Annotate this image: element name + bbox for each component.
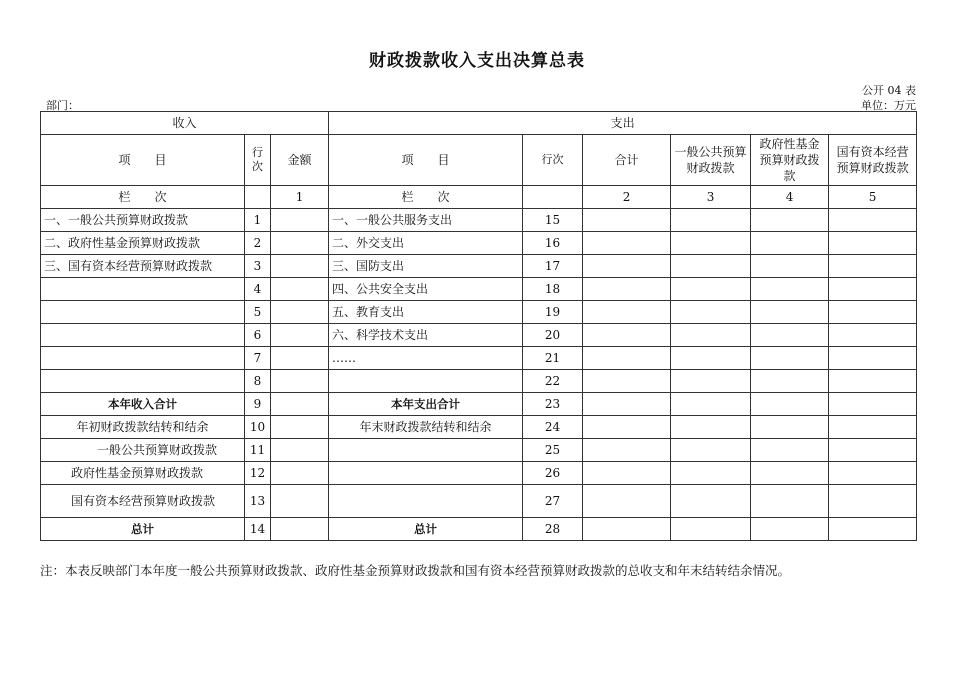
income-item: 一般公共预算财政拨款 bbox=[41, 439, 245, 462]
fund-budget-header: 政府性基金预算财政拨款 bbox=[751, 135, 829, 186]
expense-fund bbox=[751, 209, 829, 232]
income-amount bbox=[271, 518, 329, 541]
expense-fund bbox=[751, 232, 829, 255]
income-amount bbox=[271, 393, 329, 416]
income-item: 一、一般公共预算财政拨款 bbox=[41, 209, 245, 232]
income-line-no: 4 bbox=[245, 278, 271, 301]
income-item: 二、政府性基金预算财政拨款 bbox=[41, 232, 245, 255]
expense-general bbox=[671, 393, 751, 416]
expense-state-capital bbox=[829, 255, 917, 278]
income-item: 政府性基金预算财政拨款 bbox=[41, 462, 245, 485]
expense-fund bbox=[751, 347, 829, 370]
expense-item: 五、教育支出 bbox=[329, 301, 523, 324]
expense-total bbox=[583, 232, 671, 255]
expense-total-header: 合计 bbox=[583, 135, 671, 186]
lanci-row bbox=[41, 186, 917, 209]
expense-item: 三、国防支出 bbox=[329, 255, 523, 278]
expense-general bbox=[671, 439, 751, 462]
income-line-no: 13 bbox=[245, 485, 271, 518]
table-row bbox=[41, 416, 917, 439]
expense-header: 支出 bbox=[329, 112, 917, 135]
expense-general bbox=[671, 301, 751, 324]
table-row bbox=[41, 518, 917, 541]
expense-total bbox=[583, 393, 671, 416]
income-item: 年初财政拨款结转和结余 bbox=[41, 416, 245, 439]
expense-item: 年末财政拨款结转和结余 bbox=[329, 416, 523, 439]
income-amount bbox=[271, 255, 329, 278]
income-line-no: 12 bbox=[245, 462, 271, 485]
expense-general bbox=[671, 209, 751, 232]
expense-item bbox=[329, 462, 523, 485]
expense-line-no: 17 bbox=[523, 255, 583, 278]
lanci-3: 3 bbox=[671, 186, 751, 209]
expense-line-no: 18 bbox=[523, 278, 583, 301]
lanci-1: 1 bbox=[271, 186, 329, 209]
table-row bbox=[41, 347, 917, 370]
table-row bbox=[41, 485, 917, 518]
expense-fund bbox=[751, 462, 829, 485]
expense-state-capital bbox=[829, 416, 917, 439]
expense-state-capital bbox=[829, 209, 917, 232]
expense-total bbox=[583, 462, 671, 485]
expense-total bbox=[583, 370, 671, 393]
table-row bbox=[41, 393, 917, 416]
expense-state-capital bbox=[829, 278, 917, 301]
expense-line-header: 行次 bbox=[523, 135, 583, 186]
expense-state-capital bbox=[829, 393, 917, 416]
state-capital-header: 国有资本经营预算财政拨款 bbox=[829, 135, 917, 186]
expense-item: …… bbox=[329, 347, 523, 370]
expense-lanci: 栏 次 bbox=[329, 186, 523, 209]
expense-state-capital bbox=[829, 324, 917, 347]
expense-general bbox=[671, 255, 751, 278]
income-amount bbox=[271, 462, 329, 485]
expense-state-capital bbox=[829, 347, 917, 370]
expense-total bbox=[583, 255, 671, 278]
expense-total bbox=[583, 518, 671, 541]
table-row bbox=[41, 278, 917, 301]
expense-line-no: 20 bbox=[523, 324, 583, 347]
income-line-no: 14 bbox=[245, 518, 271, 541]
cell bbox=[523, 186, 583, 209]
budget-summary-table bbox=[40, 111, 917, 541]
table-row bbox=[41, 462, 917, 485]
table-row bbox=[41, 370, 917, 393]
expense-fund bbox=[751, 485, 829, 518]
income-line-header bbox=[245, 135, 271, 186]
expense-general bbox=[671, 462, 751, 485]
income-item bbox=[41, 324, 245, 347]
income-item: 总计 bbox=[41, 518, 245, 541]
expense-line-no: 28 bbox=[523, 518, 583, 541]
income-line-no: 6 bbox=[245, 324, 271, 347]
expense-total bbox=[583, 439, 671, 462]
income-line-header-a: 行 bbox=[252, 146, 263, 159]
expense-line-no: 27 bbox=[523, 485, 583, 518]
expense-fund bbox=[751, 255, 829, 278]
expense-state-capital bbox=[829, 370, 917, 393]
expense-total bbox=[583, 324, 671, 347]
expense-general bbox=[671, 416, 751, 439]
expense-state-capital bbox=[829, 518, 917, 541]
income-amount bbox=[271, 485, 329, 518]
expense-fund bbox=[751, 278, 829, 301]
page-title: 财政拨款收入支出决算总表 bbox=[369, 51, 585, 71]
income-line-no: 9 bbox=[245, 393, 271, 416]
expense-line-no: 16 bbox=[523, 232, 583, 255]
expense-general bbox=[671, 370, 751, 393]
income-item bbox=[41, 370, 245, 393]
expense-item-header: 项 目 bbox=[329, 135, 523, 186]
general-budget-header: 一般公共预算财政拨款 bbox=[671, 135, 751, 186]
income-amount bbox=[271, 370, 329, 393]
expense-item bbox=[329, 485, 523, 518]
income-amount bbox=[271, 416, 329, 439]
expense-general bbox=[671, 347, 751, 370]
expense-fund bbox=[751, 439, 829, 462]
table-row bbox=[41, 301, 917, 324]
income-amount bbox=[271, 347, 329, 370]
income-line-no: 5 bbox=[245, 301, 271, 324]
expense-fund bbox=[751, 324, 829, 347]
expense-item: 总计 bbox=[329, 518, 523, 541]
expense-line-no: 25 bbox=[523, 439, 583, 462]
expense-total bbox=[583, 347, 671, 370]
income-line-header-b: 次 bbox=[252, 160, 263, 173]
expense-fund bbox=[751, 518, 829, 541]
table-code: 公开 04 表 bbox=[862, 84, 916, 97]
expense-total bbox=[583, 301, 671, 324]
income-amount bbox=[271, 324, 329, 347]
expense-total bbox=[583, 278, 671, 301]
expense-general bbox=[671, 278, 751, 301]
expense-total bbox=[583, 485, 671, 518]
table-row bbox=[41, 209, 917, 232]
income-line-no: 2 bbox=[245, 232, 271, 255]
table-row bbox=[41, 255, 917, 278]
income-line-no: 11 bbox=[245, 439, 271, 462]
expense-item: 一、一般公共服务支出 bbox=[329, 209, 523, 232]
income-amount bbox=[271, 232, 329, 255]
expense-state-capital bbox=[829, 485, 917, 518]
expense-general bbox=[671, 324, 751, 347]
expense-state-capital bbox=[829, 301, 917, 324]
income-amount bbox=[271, 439, 329, 462]
lanci-5: 5 bbox=[829, 186, 917, 209]
expense-total bbox=[583, 209, 671, 232]
expense-general bbox=[671, 518, 751, 541]
income-item-header: 项 目 bbox=[41, 135, 245, 186]
income-header: 收入 bbox=[41, 112, 329, 135]
expense-state-capital bbox=[829, 462, 917, 485]
section-header-row bbox=[41, 112, 917, 135]
expense-state-capital bbox=[829, 439, 917, 462]
expense-item bbox=[329, 439, 523, 462]
income-item: 国有资本经营预算财政拨款 bbox=[41, 485, 245, 518]
income-amount bbox=[271, 301, 329, 324]
expense-fund bbox=[751, 393, 829, 416]
income-line-no: 10 bbox=[245, 416, 271, 439]
income-item: 本年收入合计 bbox=[41, 393, 245, 416]
lanci-2: 2 bbox=[583, 186, 671, 209]
expense-line-no: 22 bbox=[523, 370, 583, 393]
table-row bbox=[41, 232, 917, 255]
income-line-no: 7 bbox=[245, 347, 271, 370]
expense-line-no: 19 bbox=[523, 301, 583, 324]
income-amount-header: 金额 bbox=[271, 135, 329, 186]
expense-item: 四、公共安全支出 bbox=[329, 278, 523, 301]
income-line-no: 8 bbox=[245, 370, 271, 393]
expense-line-no: 15 bbox=[523, 209, 583, 232]
expense-item bbox=[329, 370, 523, 393]
expense-general bbox=[671, 232, 751, 255]
expense-state-capital bbox=[829, 232, 917, 255]
expense-line-no: 23 bbox=[523, 393, 583, 416]
table-row bbox=[41, 439, 917, 462]
expense-fund bbox=[751, 301, 829, 324]
expense-fund bbox=[751, 416, 829, 439]
column-header-row bbox=[41, 135, 917, 186]
expense-total bbox=[583, 416, 671, 439]
expense-fund bbox=[751, 370, 829, 393]
income-lanci: 栏 次 bbox=[41, 186, 245, 209]
income-item bbox=[41, 301, 245, 324]
expense-line-no: 26 bbox=[523, 462, 583, 485]
income-item bbox=[41, 278, 245, 301]
footnote: 注：本表反映部门本年度一般公共预算财政拨款、政府性基金预算财政拨款和国有资本经营预算财政拨款的总收支和年末结转结余情况。 bbox=[40, 563, 791, 578]
department-label: 部门： bbox=[46, 99, 79, 112]
expense-item: 六、科学技术支出 bbox=[329, 324, 523, 347]
expense-item: 二、外交支出 bbox=[329, 232, 523, 255]
table-row bbox=[41, 324, 917, 347]
expense-item: 本年支出合计 bbox=[329, 393, 523, 416]
income-amount bbox=[271, 278, 329, 301]
expense-line-no: 24 bbox=[523, 416, 583, 439]
expense-line-no: 21 bbox=[523, 347, 583, 370]
cell bbox=[245, 186, 271, 209]
income-line-no: 3 bbox=[245, 255, 271, 278]
income-line-no: 1 bbox=[245, 209, 271, 232]
income-item: 三、国有资本经营预算财政拨款 bbox=[41, 255, 245, 278]
expense-general bbox=[671, 485, 751, 518]
income-amount bbox=[271, 209, 329, 232]
income-item bbox=[41, 347, 245, 370]
lanci-4: 4 bbox=[751, 186, 829, 209]
unit-label: 单位：万元 bbox=[861, 99, 916, 112]
